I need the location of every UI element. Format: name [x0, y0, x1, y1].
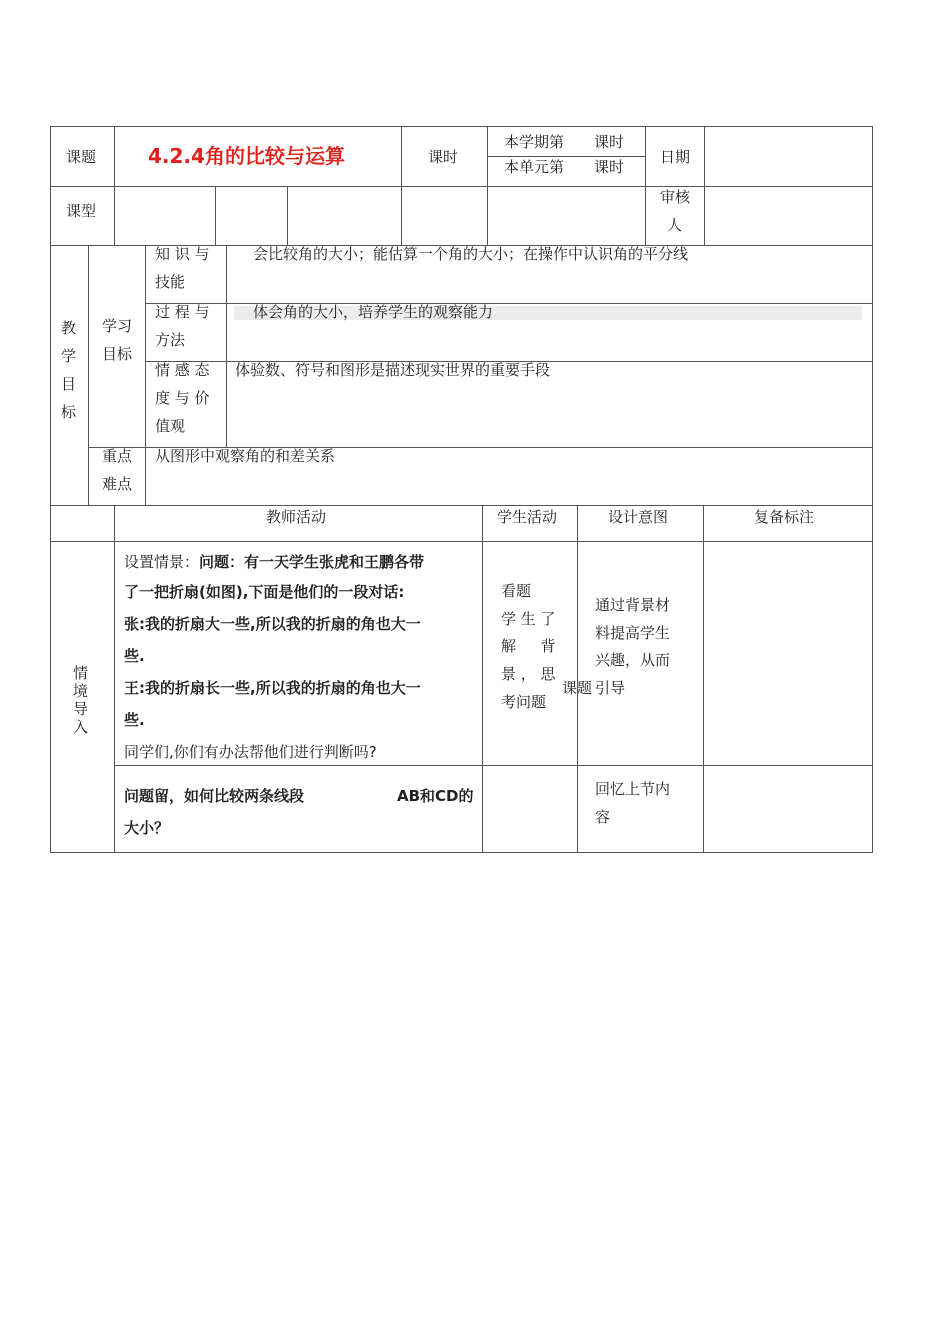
- question-line-2: 大小？: [124, 819, 170, 837]
- date-label: 日期: [660, 148, 691, 166]
- process-text: 体会角的大小，培养学生的观察能力: [253, 303, 494, 321]
- student-activity-1: 看题: [501, 582, 532, 600]
- key-label: 重点: [102, 447, 133, 465]
- col-divider: [287, 186, 288, 246]
- knowledge-label-2: 技能: [155, 273, 186, 291]
- scene-line-3: 张:我的折扇大一些,所以我的折扇的角也大一: [124, 615, 421, 633]
- col-divider: [487, 126, 488, 246]
- scene-line-7: 同学们,你们有办法帮他们进行判断吗?: [124, 743, 377, 761]
- student-activity-4: 景 ， 思: [501, 665, 556, 683]
- design-header: 设计意图: [608, 508, 669, 526]
- student-header: 学生活动: [497, 508, 558, 526]
- row-divider: [50, 186, 873, 187]
- row-divider: [50, 541, 873, 542]
- reviewer-label-2: 人: [667, 216, 683, 234]
- col-divider: [703, 505, 704, 853]
- question-text: 问题留，如何比较两条线段: [124, 787, 305, 805]
- design-intent-3: 兴趣，从而: [595, 651, 671, 669]
- semester-period: 本学期第 课时: [504, 133, 625, 151]
- col-divider: [482, 505, 483, 853]
- student-activity-5: 考问题: [501, 693, 547, 711]
- question-line-1: [124, 782, 304, 810]
- knowledge-text: 会比较角的大小；能估算一个角的大小；在操作中认识角的平分线: [253, 245, 689, 263]
- col-divider: [88, 245, 89, 506]
- table-border-bottom: [50, 852, 873, 853]
- design-intent-recall-1: 回忆上节内: [595, 780, 671, 798]
- scene-line-6: 些.: [124, 711, 145, 729]
- type-label: 课型: [66, 202, 97, 220]
- learning-label-2: 目标: [102, 345, 133, 363]
- table-border-right: [872, 126, 873, 853]
- intro-label-text: 情境导入: [73, 664, 89, 736]
- unit-period: 本单元第 课时: [504, 158, 625, 176]
- col-divider: [215, 186, 216, 246]
- table-border-top: [50, 126, 873, 127]
- knowledge-label: 知 识 与: [155, 245, 210, 263]
- goals-section-label: [61, 314, 77, 426]
- row-divider: [50, 505, 873, 506]
- scene-line-1: [124, 548, 424, 576]
- overlap-text: 课题: [562, 679, 593, 697]
- teacher-header: 教师活动: [266, 508, 327, 526]
- scene-line-4: 些.: [124, 647, 145, 665]
- goals-section-text: 教学目标: [61, 319, 77, 421]
- key-label-2: 难点: [102, 475, 133, 493]
- emotion-label: 情 感 态: [155, 361, 210, 379]
- process-label: 过 程 与: [155, 303, 210, 321]
- period-label: 课时: [428, 148, 459, 166]
- emotion-label-2: 度 与 价: [155, 389, 210, 407]
- emotion-text: 体验数、符号和图形是描述现实世界的重要手段: [235, 361, 551, 379]
- col-divider: [114, 126, 115, 246]
- lesson-title: 4.2.4角的比较与运算: [148, 144, 345, 168]
- student-activity-2: 学 生 了: [501, 610, 556, 628]
- reviewer-label: 审核: [660, 188, 691, 206]
- col-divider: [645, 126, 646, 246]
- learning-label: 学习: [102, 317, 133, 335]
- scene-line-5: 王:我的折扇长一些,所以我的折扇的角也大一: [124, 679, 421, 697]
- design-intent-1: 通过背景材: [595, 596, 671, 614]
- col-divider: [401, 126, 402, 246]
- key-text: 从图形中观察角的和差关系: [155, 447, 336, 465]
- table-border-left: [50, 126, 51, 853]
- topic-label: 课题: [66, 148, 97, 166]
- design-intent-recall-2: 容: [595, 808, 611, 826]
- col-divider: [145, 245, 146, 506]
- process-label-2: 方法: [155, 331, 186, 349]
- emotion-label-3: 值观: [155, 417, 186, 435]
- question-line-1b: AB和CD的: [397, 787, 474, 805]
- student-activity-3: 解 背: [501, 637, 556, 655]
- scene-prefix: 设置情景：: [124, 553, 200, 571]
- col-divider: [704, 126, 705, 246]
- intro-label: [73, 664, 89, 736]
- col-divider: [114, 505, 115, 853]
- notes-header: 复备标注: [754, 508, 815, 526]
- design-intent-4: 引导: [595, 679, 626, 697]
- col-divider: [226, 245, 227, 448]
- scene-question: 问题：有一天学生张虎和王鹏各带: [199, 553, 425, 571]
- design-intent-2: 料提高学生: [595, 624, 671, 642]
- scene-line-2: 了一把折扇(如图),下面是他们的一段对话:: [124, 583, 405, 601]
